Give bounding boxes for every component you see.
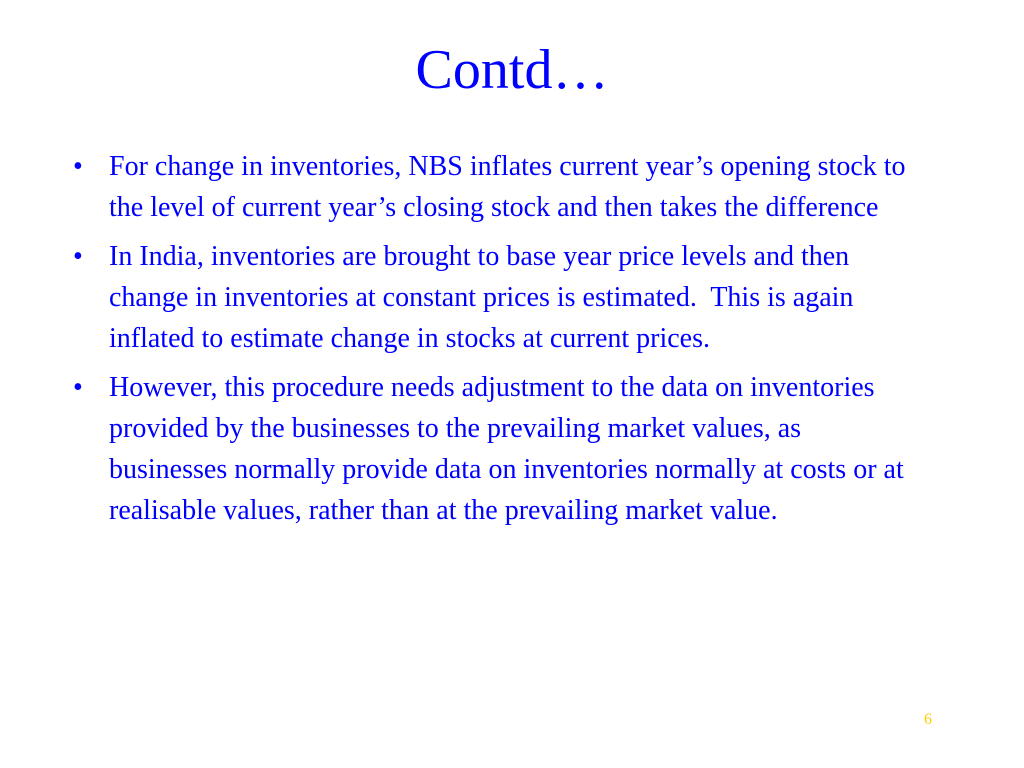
- bullet-icon: •: [73, 372, 83, 403]
- slide-title: Contd…: [415, 39, 609, 101]
- page-number: 6: [924, 711, 932, 728]
- bullet-item: [73, 146, 913, 228]
- bullet-item: [73, 367, 913, 531]
- bullet-icon: •: [73, 241, 83, 272]
- bullet-text: In India, inventories are brought to base year price levels and then change in inventories at constant prices is estimated. This is again inflated to estimate change in stocks at current prices.: [109, 241, 861, 354]
- bullet-text: However, this procedure needs adjustment to the data on inventories provided by the businesses to the prevailing market values, as businesses normally provide data on inventories normally at costs or at realisable values, rather than at the prevailing market value.: [109, 372, 911, 526]
- bullet-icon: •: [73, 151, 83, 182]
- bullet-text: For change in inventories, NBS inflates current year’s opening stock to the level of current year’s closing stock and then takes the difference: [109, 151, 913, 223]
- bullet-list: [73, 146, 913, 539]
- bullet-item: [73, 236, 913, 359]
